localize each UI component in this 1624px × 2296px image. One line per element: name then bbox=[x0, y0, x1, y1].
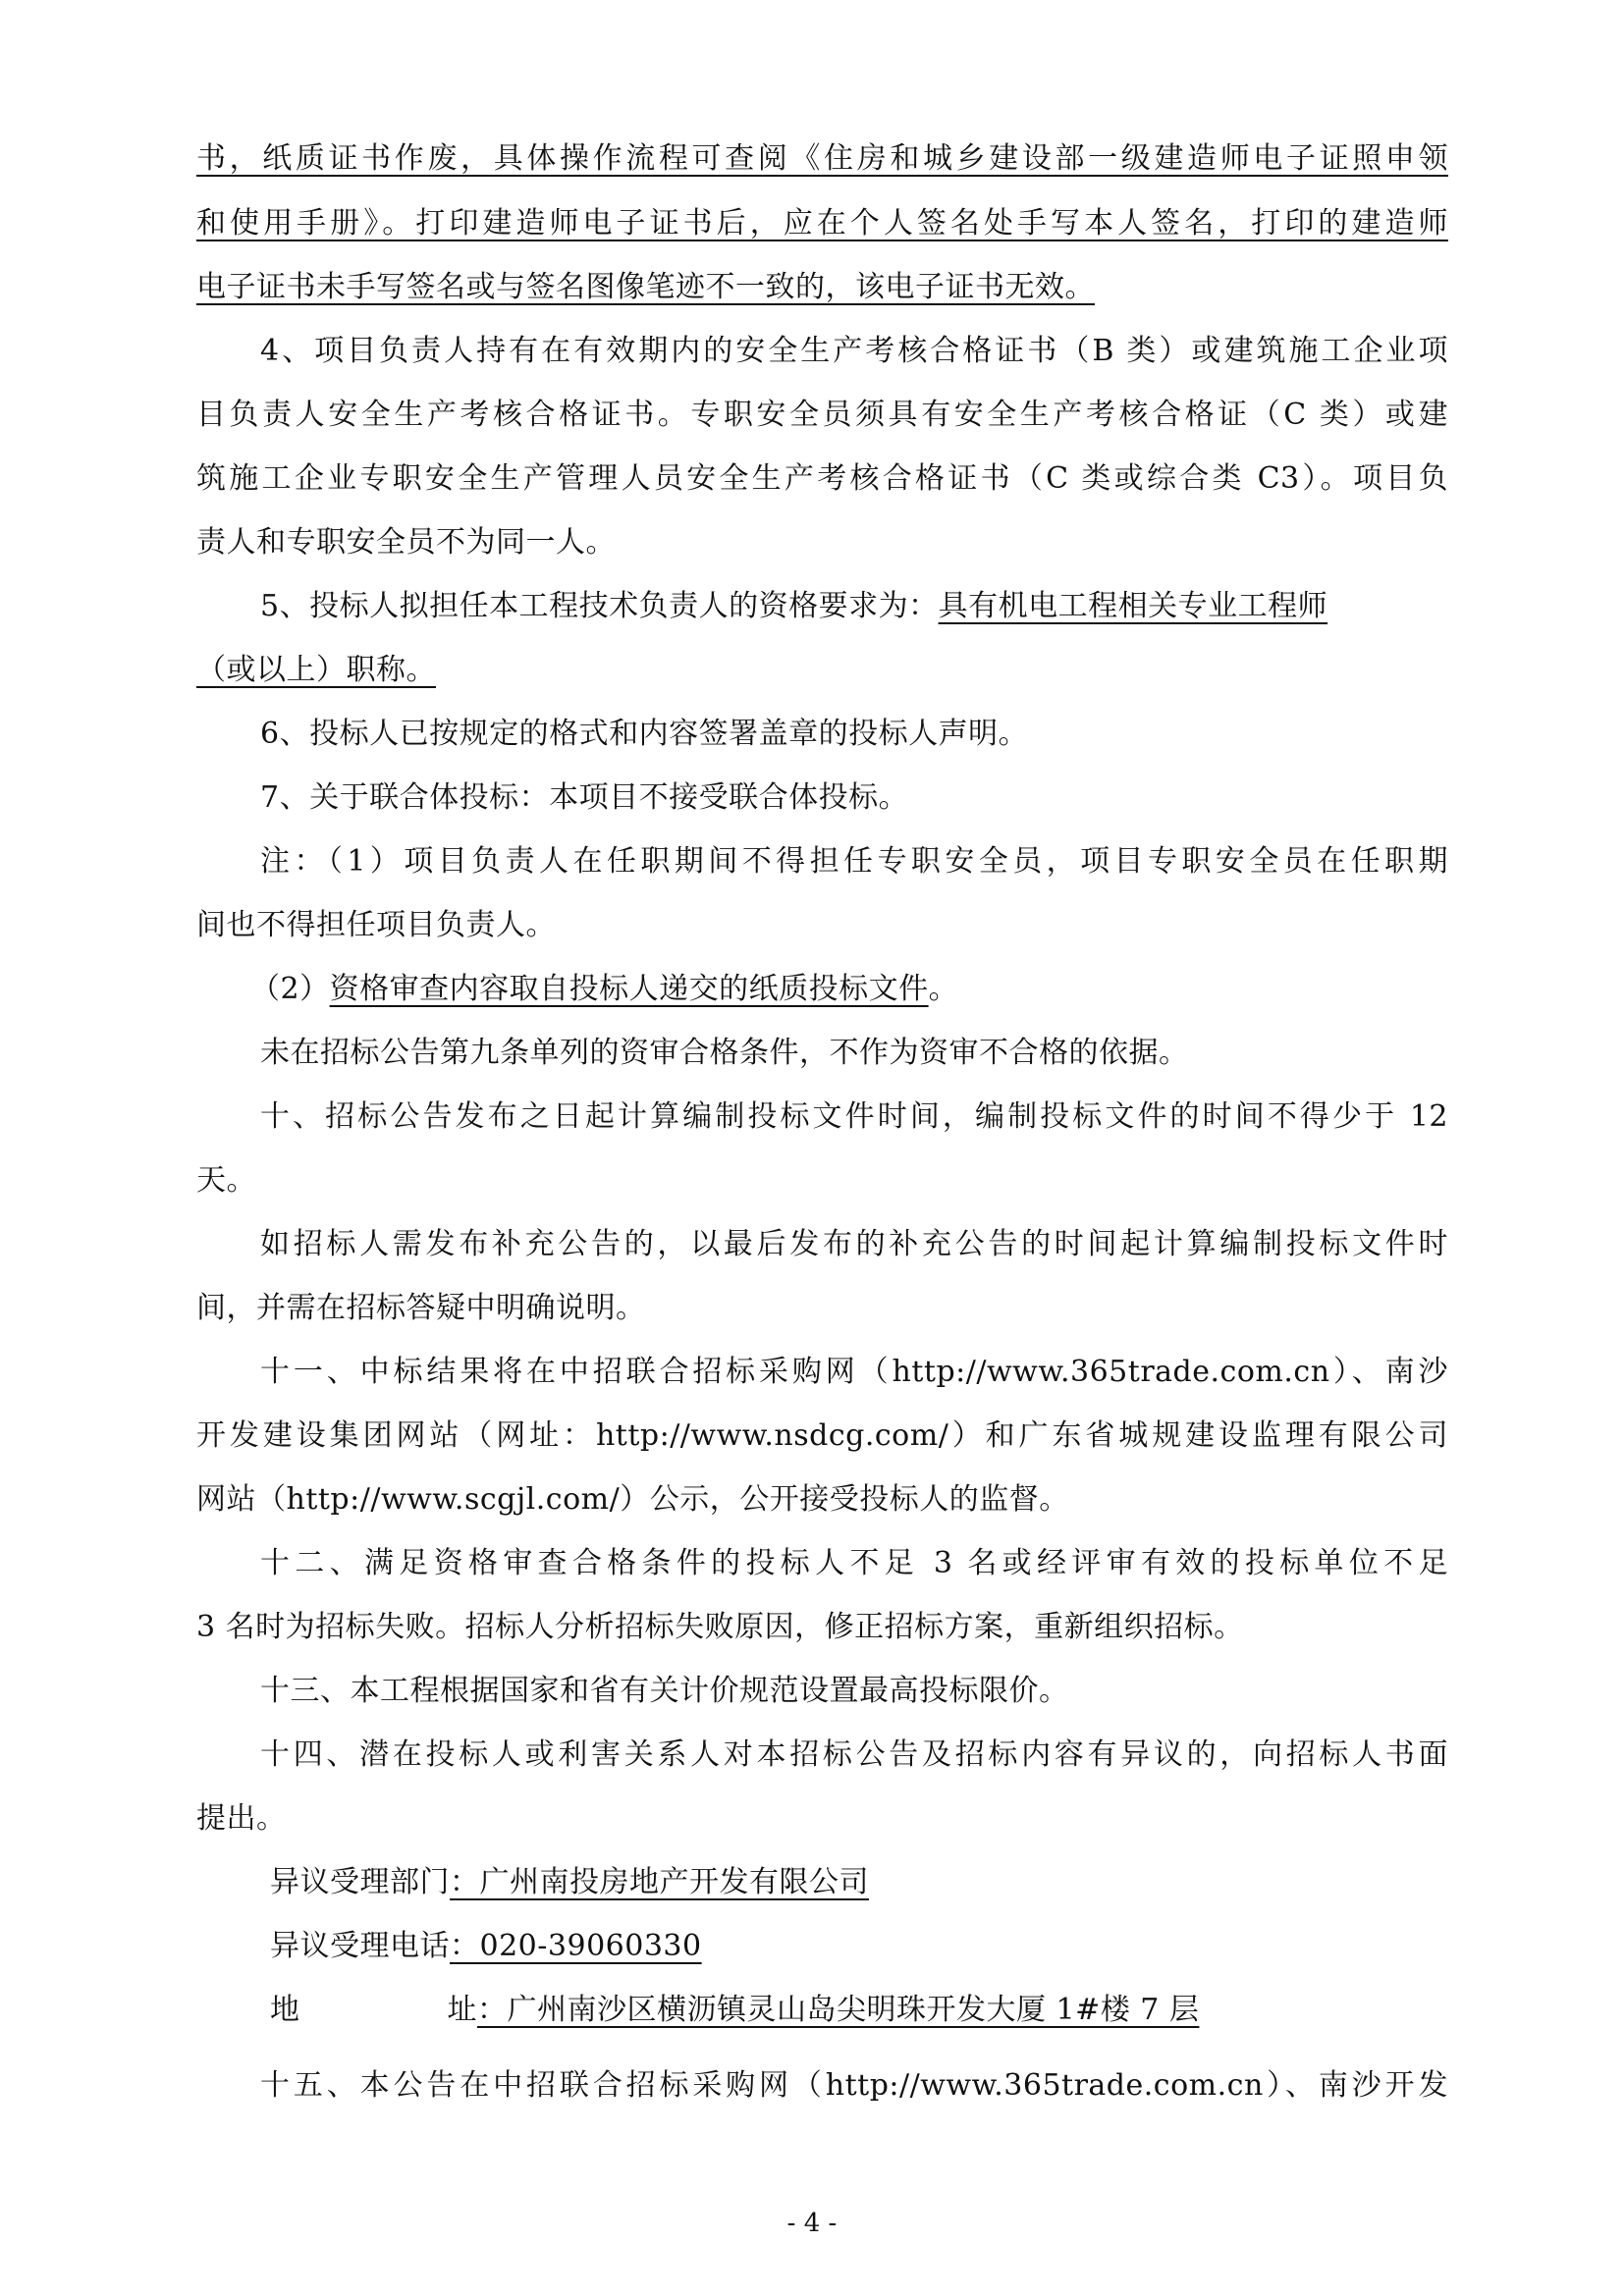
underlined-text: 具有机电工程相关专业工程师 bbox=[938, 589, 1328, 623]
page-number: - 4 - bbox=[786, 2209, 838, 2238]
paragraph-line: 十二、满足资格审查合格条件的投标人不足 3 名或经评审有效的投标单位不足 bbox=[260, 1546, 1448, 1580]
text-span: （2） bbox=[250, 972, 330, 1006]
paragraph-line: 间也不得担任项目负责人。 bbox=[196, 908, 556, 942]
underlined-text: 资格审查内容取自投标人递交的纸质投标文件 bbox=[329, 972, 929, 1006]
paragraph-line: （或以上）职称。 bbox=[196, 653, 436, 687]
objection-address-line bbox=[270, 1991, 1458, 2030]
paragraph-line: 十、招标公告发布之日起计算编制投标文件时间，编制投标文件的时间不得少于 12 bbox=[260, 1099, 1448, 1134]
paragraph-line: 书，纸质证书作废，具体操作流程可查阅《住房和城乡建设部一级建造师电子证照申领 bbox=[196, 141, 1448, 176]
objection-phone-label: 异议受理电话 bbox=[270, 1929, 450, 1963]
paragraph-line: 目负责人安全生产考核合格证书。专职安全员须具有安全生产考核合格证（C 类）或建 bbox=[196, 398, 1448, 432]
paragraph-line: 4、项目负责人持有在有效期内的安全生产考核合格证书（B 类）或建筑施工企业项 bbox=[260, 334, 1448, 368]
paragraph-line: 间，并需在招标答疑中明确说明。 bbox=[196, 1291, 646, 1325]
paragraph-line: 筑施工企业专职安全生产管理人员安全生产考核合格证书（C 类或综合类 C3）。项目负 bbox=[196, 461, 1448, 496]
objection-address-value: ：广州南沙区横沥镇灵山岛尖明珠开发大厦 1#楼 7 层 bbox=[477, 1993, 1200, 2027]
paragraph-line: 注：（1）项目负责人在任职期间不得担任专职安全员，项目专职安全员在任职期 bbox=[260, 844, 1448, 879]
objection-dept-label: 异议受理部门 bbox=[270, 1865, 450, 1899]
paragraph-line bbox=[250, 970, 1438, 1009]
paragraph-line: 网站（http://www.scgjl.com/）公示，公开接受投标人的监督。 bbox=[196, 1482, 1069, 1517]
paragraph-line: 6、投标人已按规定的格式和内容签署盖章的投标人声明。 bbox=[260, 717, 1029, 751]
objection-dept-value: ：广州南投房地产开发有限公司 bbox=[450, 1865, 869, 1899]
text-span: 。 bbox=[928, 972, 959, 1006]
paragraph-line: 责人和专职安全员不为同一人。 bbox=[196, 525, 616, 560]
objection-phone-line bbox=[270, 1927, 1458, 1966]
paragraph-line bbox=[260, 587, 1448, 626]
paragraph-line: 十三、本工程根据国家和省有关计价规范设置最高投标限价。 bbox=[260, 1674, 1069, 1708]
paragraph-line: 电子证书未手写签名或与签名图像笔迹不一致的，该电子证书无效。 bbox=[196, 270, 1095, 304]
paragraph-line: 天。 bbox=[196, 1163, 256, 1198]
paragraph-line: 和使用手册》。打印建造师电子证书后，应在个人签名处手写本人签名，打印的建造师 bbox=[196, 206, 1448, 240]
paragraph-line: 3 名时为招标失败。招标人分析招标失败原因，修正招标方案，重新组织招标。 bbox=[196, 1610, 1244, 1644]
paragraph-line: 提出。 bbox=[196, 1801, 287, 1836]
objection-address-label: 地 bbox=[270, 1993, 300, 2027]
objection-address-label: 址 bbox=[447, 1993, 477, 2027]
paragraph-line: 十一、中标结果将在中招联合招标采购网（http://www.365trade.com.cn）、南沙 bbox=[260, 1355, 1448, 1389]
objection-phone-value: ：020-39060330 bbox=[450, 1929, 702, 1963]
paragraph-line: 十五、本公告在中招联合招标采购网（http://www.365trade.com.cn）、南沙开发 bbox=[260, 2068, 1448, 2103]
paragraph-line: 开发建设集团网站（网址：http://www.nsdcg.com/）和广东省城规建设监理有限公司 bbox=[196, 1418, 1448, 1453]
paragraph-line: 如招标人需发布补充公告的，以最后发布的补充公告的时间起计算编制投标文件时 bbox=[260, 1227, 1448, 1261]
objection-dept-line bbox=[270, 1863, 1458, 1902]
text-span: 5、投标人拟担任本工程技术负责人的资格要求为： bbox=[260, 589, 939, 623]
paragraph-line: 十四、潜在投标人或利害关系人对本招标公告及招标内容有异议的，向招标人书面 bbox=[260, 1737, 1448, 1772]
paragraph-line: 7、关于联合体投标：本项目不接受联合体投标。 bbox=[260, 780, 909, 815]
paragraph-line: 未在招标公告第九条单列的资审合格条件，不作为资审不合格的依据。 bbox=[260, 1036, 1189, 1070]
